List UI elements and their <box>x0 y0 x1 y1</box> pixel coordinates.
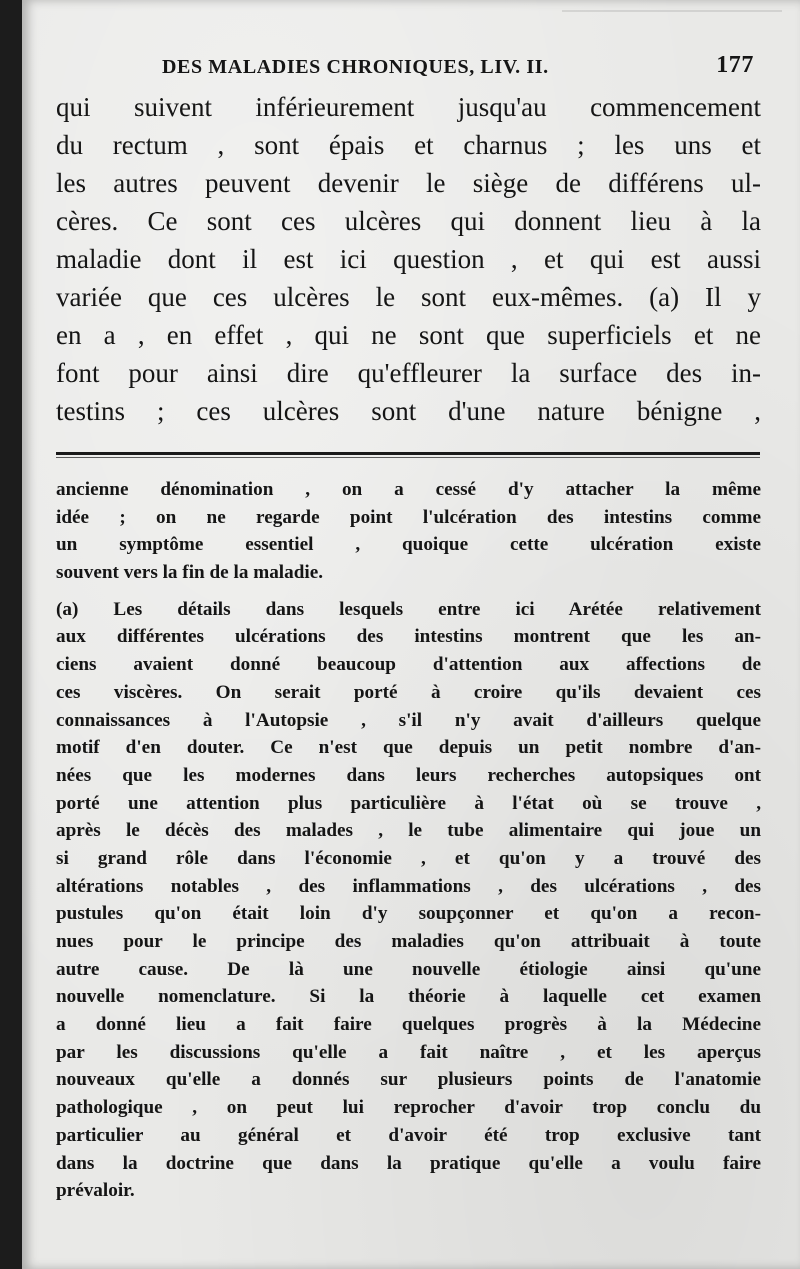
footnote-line: ces viscères. On serait porté à croire qu'ils devaient ces <box>56 681 761 703</box>
footnote-line: pustules qu'on était loin d'y soupçonner et qu'on a recon- <box>56 903 761 925</box>
body-line: du rectum , sont épais et charnus ; les uns et <box>56 130 761 160</box>
footnote-line: ciens avaient donné beaucoup d'attention aux affections de <box>56 654 761 676</box>
footnote-line: autre cause. De là une nouvelle étiologie ainsi qu'une <box>56 958 761 980</box>
page-header <box>162 52 762 86</box>
footnote-line: idée ; on ne regarde point l'ulcération des intestins comme <box>56 506 761 528</box>
footnote-continuation <box>56 476 761 587</box>
body-line: cères. Ce sont ces ulcères qui donnent lieu à la <box>56 206 761 236</box>
footnote-line: altérations notables , des inflammations , des ulcérations , des <box>56 875 761 897</box>
running-head: DES MALADIES CHRONIQUES, LIV. II. <box>162 56 549 78</box>
page-number: 177 <box>716 52 754 78</box>
footnote-line: (a) Les détails dans lesquels entre ici Arétée relativement <box>56 598 761 620</box>
body-line: en a , en effet , qui ne sont que superficiels et ne <box>56 320 761 350</box>
body-line: les autres peuvent devenir le siège de différens ul- <box>56 168 761 198</box>
footnote-line: a donné lieu a fait faire quelques progrès à la Médecine <box>56 1014 761 1036</box>
body-line: testins ; ces ulcères sont d'une nature bénigne , <box>56 396 761 426</box>
body-line: variée que ces ulcères le sont eux-mêmes. (a) Il y <box>56 282 761 312</box>
footnote-line: prévaloir. <box>56 1180 135 1202</box>
main-body-text <box>56 88 761 430</box>
footnote-line: connaissances à l'Autopsie , s'il n'y avait d'ailleurs quelque <box>56 709 761 731</box>
footnote-a <box>56 596 761 1205</box>
footnote-line: ancienne dénomination , on a cessé d'y attacher la même <box>56 479 761 500</box>
body-line: qui suivent inférieurement jusqu'au commencement <box>56 92 761 122</box>
footnote-line: par les discussions qu'elle a fait naître , et les aperçus <box>56 1041 761 1063</box>
footnotes <box>56 476 761 1205</box>
footnote-line: pathologique , on peut lui reprocher d'avoir trop conclu du <box>56 1097 761 1119</box>
footnote-divider <box>56 452 760 458</box>
footnote-line: aux différentes ulcérations des intestins montrent que les an- <box>56 626 761 648</box>
body-line: maladie dont il est ici question , et qui est aussi <box>56 244 761 274</box>
footnote-line: nées que les modernes dans leurs recherches autopsiques ont <box>56 764 761 786</box>
footnote-line: particulier au général et d'avoir été trop exclusive tant <box>56 1124 761 1146</box>
footnote-line: si grand rôle dans l'économie , et qu'on y a trouvé des <box>56 847 761 869</box>
body-line: font pour ainsi dire qu'effleurer la surface des in- <box>56 358 761 388</box>
book-page <box>22 0 800 1269</box>
footnote-line: souvent vers la fin de la maladie. <box>56 562 324 584</box>
footnote-line: un symptôme essentiel , quoique cette ulcération existe <box>56 534 761 556</box>
footnote-line: porté une attention plus particulière à l'état où se trouve , <box>56 792 761 814</box>
footnote-line: motif d'en douter. Ce n'est que depuis un petit nombre d'an- <box>56 737 761 759</box>
bleed-through-mark <box>562 10 782 32</box>
footnote-line: nouveaux qu'elle a donnés sur plusieurs points de l'anatomie <box>56 1069 761 1091</box>
footnote-line: nouvelle nomenclature. Si la théorie à laquelle cet examen <box>56 986 761 1008</box>
footnote-line: nues pour le principe des maladies qu'on attribuait à toute <box>56 931 761 952</box>
footnote-line: dans la doctrine que dans la pratique qu'elle a voulu faire <box>56 1152 761 1174</box>
footnote-line: après le décès des malades , le tube alimentaire qui joue un <box>56 820 761 842</box>
